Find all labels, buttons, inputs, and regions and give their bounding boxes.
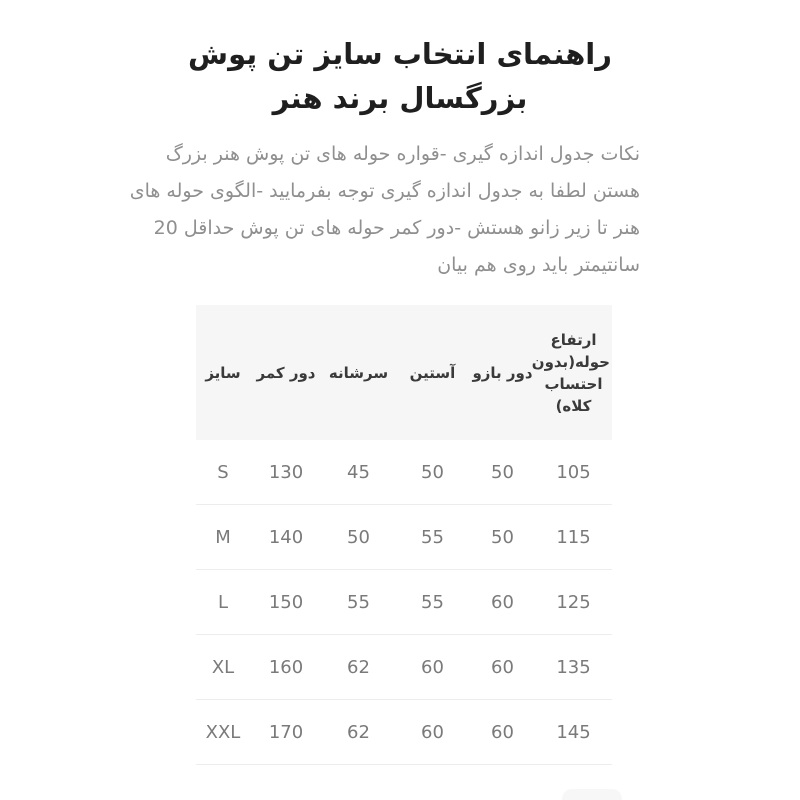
cell-robe-height: 105 <box>535 440 612 505</box>
cell-sleeve: 60 <box>395 700 470 765</box>
cell-size: XXL <box>196 700 250 765</box>
cell-waist: 150 <box>250 570 322 635</box>
cell-waist: 140 <box>250 505 322 570</box>
cell-waist: 170 <box>250 700 322 765</box>
column-header-waist: دور کمر <box>250 305 322 440</box>
cell-sleeve: 60 <box>395 635 470 700</box>
table-row-size-s <box>196 440 612 505</box>
cell-shoulder: 45 <box>322 440 395 505</box>
page-title <box>0 32 800 120</box>
measurement-notes-line-3: هنر تا زیر زانو هستش -دور کمر حوله های تن پوش حداقل 20 <box>153 217 640 239</box>
table-row-size-m <box>196 505 612 570</box>
page-title-line-2: بزرگسال برند هنر <box>272 81 528 115</box>
cell-sleeve: 50 <box>395 440 470 505</box>
table-row-size-xxl <box>196 700 612 765</box>
size-table-container <box>196 305 612 765</box>
cell-arm: 60 <box>470 700 535 765</box>
measurement-notes-line-4: سانتیمتر باید روی هم بیان <box>437 254 640 276</box>
column-header-robe-height: ارتفاع حوله(بدون احتساب کلاه) <box>535 305 612 440</box>
page-title-line-1: راهنمای انتخاب سایز تن پوش <box>188 37 612 71</box>
cell-sleeve: 55 <box>395 505 470 570</box>
size-table-header-row <box>196 305 612 440</box>
cell-waist: 160 <box>250 635 322 700</box>
cell-arm: 50 <box>470 505 535 570</box>
column-header-arm: دور بازو <box>470 305 535 440</box>
cell-sleeve: 55 <box>395 570 470 635</box>
cell-shoulder: 55 <box>322 570 395 635</box>
column-header-size: سایز <box>196 305 250 440</box>
cell-size: M <box>196 505 250 570</box>
cell-shoulder: 62 <box>322 635 395 700</box>
cell-arm: 60 <box>470 635 535 700</box>
measurement-notes <box>129 136 640 284</box>
cell-arm: 60 <box>470 570 535 635</box>
cell-arm: 50 <box>470 440 535 505</box>
cell-waist: 130 <box>250 440 322 505</box>
size-table <box>196 305 612 765</box>
measurement-notes-line-1: نکات جدول اندازه گیری -قواره حوله های تن پوش هنر بزرگ <box>165 143 640 165</box>
partially-visible-bottom-element <box>562 789 622 800</box>
cell-robe-height: 125 <box>535 570 612 635</box>
cell-size: L <box>196 570 250 635</box>
cell-robe-height: 145 <box>535 700 612 765</box>
column-header-sleeve: آستین <box>395 305 470 440</box>
table-row-size-l <box>196 570 612 635</box>
cell-shoulder: 50 <box>322 505 395 570</box>
cell-robe-height: 115 <box>535 505 612 570</box>
cell-size: XL <box>196 635 250 700</box>
measurement-notes-line-2: هستن لطفا به جدول اندازه گیری توجه بفرمایید -الگوی حوله های <box>129 180 640 202</box>
cell-size: S <box>196 440 250 505</box>
table-row-size-xl <box>196 635 612 700</box>
column-header-shoulder: سرشانه <box>322 305 395 440</box>
cell-shoulder: 62 <box>322 700 395 765</box>
cell-robe-height: 135 <box>535 635 612 700</box>
